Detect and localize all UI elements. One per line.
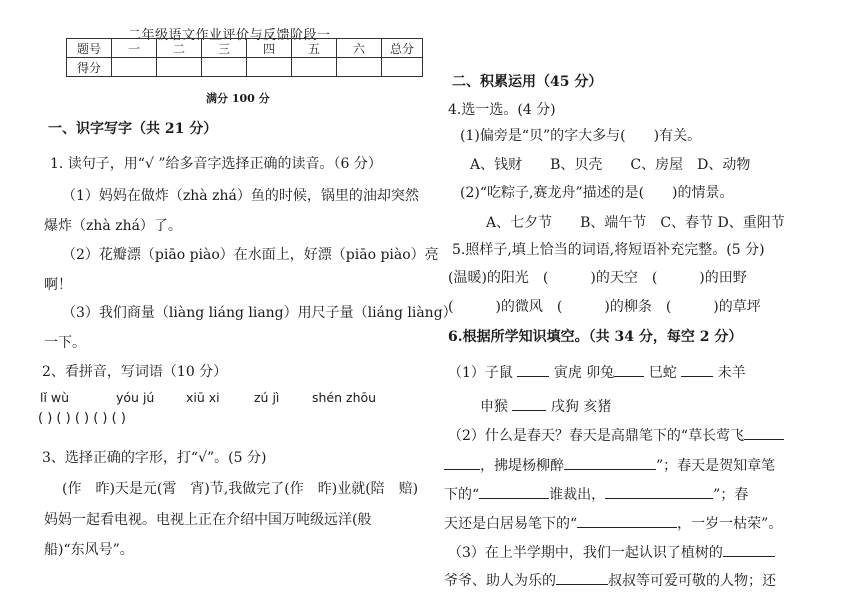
score-cell: 总分 [382, 39, 423, 58]
q6-text: 寅虎 卯兔 [553, 365, 615, 381]
question-1-line: 啊！ [44, 277, 72, 293]
question-6-2-line [444, 484, 748, 504]
question-3: 3、选择正确的字形，打“√”。(5 分) [42, 450, 267, 466]
full-score-note: 满分 100 分 [206, 92, 270, 105]
question-6-2-line [444, 513, 782, 533]
question-4-2: (2)“吃粽子,赛龙舟”描述的是( )的情景。 [460, 185, 734, 201]
q6-text: （3）在上半学期中，我们一起认识了植树的 [448, 545, 723, 561]
question-1: 1. 读句子，用“√ ”给多音字选择正确的读音。（6 分） [50, 156, 382, 172]
fill-blank[interactable] [517, 362, 549, 377]
score-cell: 题号 [67, 39, 112, 58]
question-3-line: (作 昨)天是元(霄 宵)节,我做完了(作 昨)业就(陪 赔) [62, 481, 419, 497]
q6-text: 下的“ [444, 487, 480, 503]
question-6-1-line [480, 396, 611, 416]
q6-text: （1）子鼠 [448, 365, 513, 381]
score-table-score-row [67, 58, 423, 77]
fill-blank[interactable] [577, 513, 677, 528]
question-3-line: 船)“东风号”。 [44, 542, 134, 558]
pinyin-item: shén zhōu [312, 390, 377, 405]
q6-text: ，一岁一枯荣”。 [677, 516, 783, 532]
question-5-line: ( )的微风 ( )的柳条 ( )的草坪 [448, 299, 761, 315]
question-6-3-line [444, 570, 776, 590]
q6-text: 叔叔等可爱可敬的人物；还 [608, 573, 776, 589]
score-input-cell[interactable] [382, 58, 423, 77]
fill-blank[interactable] [681, 362, 713, 377]
q6-text: 巳蛇 [648, 365, 677, 381]
pinyin-item: yóu jú [116, 390, 155, 405]
question-2: 2、看拼音，写词语（10 分） [42, 364, 228, 380]
fill-blank[interactable] [479, 484, 549, 499]
fill-blank[interactable] [556, 570, 608, 585]
question-5-line: (温暖)的阳光 ( )的天空 ( )的田野 [448, 270, 747, 286]
question-1-line: （2）花瓣漂（piāo piào）在水面上，好漂（piāo piào）亮 [62, 247, 439, 263]
question-4-1: (1)偏旁是“贝”的字大多与( )有关。 [460, 128, 702, 144]
question-1-line: 爆炸（zhà zhá）了。 [44, 218, 182, 234]
question-4: 4.选一选。(4 分) [448, 102, 556, 118]
page-title: 二年级语文作业评价与反馈阶段一 [128, 28, 331, 43]
fill-blank[interactable] [512, 396, 546, 411]
score-input-cell[interactable] [112, 58, 157, 77]
q6-text: 爷爷、助人为乐的 [444, 573, 556, 589]
question-1-line: （1）妈妈在做炸（zhà zhá）鱼的时候，锅里的油却突然 [62, 188, 419, 204]
pinyin-item: lǐ wù [40, 390, 70, 405]
score-cell: 得分 [67, 58, 112, 77]
score-input-cell[interactable] [337, 58, 382, 77]
score-cell: 六 [337, 39, 382, 58]
question-1-line: （3）我们商量（liàng liáng liang）用尺子量（liáng liàng） [62, 305, 457, 321]
score-cell: 三 [202, 39, 247, 58]
fill-blank[interactable] [744, 425, 784, 440]
score-input-cell[interactable] [202, 58, 247, 77]
q6-text: ”；春 [713, 487, 749, 503]
score-input-cell[interactable] [247, 58, 292, 77]
fill-blank[interactable] [444, 455, 480, 470]
question-6-2-line [448, 425, 784, 445]
question-6-1-line [448, 362, 746, 382]
question-6: 6.根据所学知识填空。（共 34 分，每空 2 分） [448, 329, 743, 345]
pinyin-item: zú jì [254, 390, 280, 405]
score-cell: 四 [247, 39, 292, 58]
fill-blank[interactable] [564, 455, 656, 470]
score-input-cell[interactable] [157, 58, 202, 77]
question-4-2-options: A、七夕节 B、端午节 C、春节 D、重阳节 [486, 215, 785, 231]
fill-blank[interactable] [605, 484, 713, 499]
fill-blank[interactable] [723, 542, 775, 557]
question-1-line: 一下。 [44, 335, 86, 351]
fill-blank[interactable] [614, 362, 644, 377]
score-table-header-row [67, 39, 423, 58]
q6-text: ”；春天是贺知章笔 [656, 458, 776, 474]
score-cell: 一 [112, 39, 157, 58]
score-input-cell[interactable] [292, 58, 337, 77]
score-cell: 二 [157, 39, 202, 58]
question-6-3-line [448, 542, 775, 562]
q6-text: 未羊 [717, 365, 746, 381]
score-table [66, 38, 423, 77]
question-4-1-options: A、钱财 B、贝壳 C、房屋 D、动物 [470, 157, 751, 173]
q6-text: （2）什么是春天？春天是高鼎笔下的“草长莺飞 [448, 428, 745, 444]
q6-text: 申猴 [480, 399, 508, 415]
score-cell: 五 [292, 39, 337, 58]
question-5: 5.照样子,填上恰当的词语,将短语补充完整。(5 分) [452, 242, 765, 258]
q6-text: ，拂堤杨柳醉 [480, 458, 564, 474]
answer-parentheses[interactable]: ( ) ( ) ( ) ( ) ( ) [38, 411, 126, 426]
pinyin-item: xiū xi [186, 390, 220, 405]
q6-text: 天还是白居易笔下的“ [444, 516, 578, 532]
question-3-line: 妈妈一起看电视。电视上正在介绍中国万吨级远洋(般 [44, 512, 372, 528]
section-2-heading: 二、积累运用（45 分） [452, 74, 603, 90]
q6-text: 谁裁出， [549, 487, 606, 503]
question-6-2-line [444, 455, 775, 475]
q6-text: 戌狗 亥猪 [550, 399, 612, 415]
section-1-heading: 一、识字写字（共 21 分） [48, 121, 218, 137]
